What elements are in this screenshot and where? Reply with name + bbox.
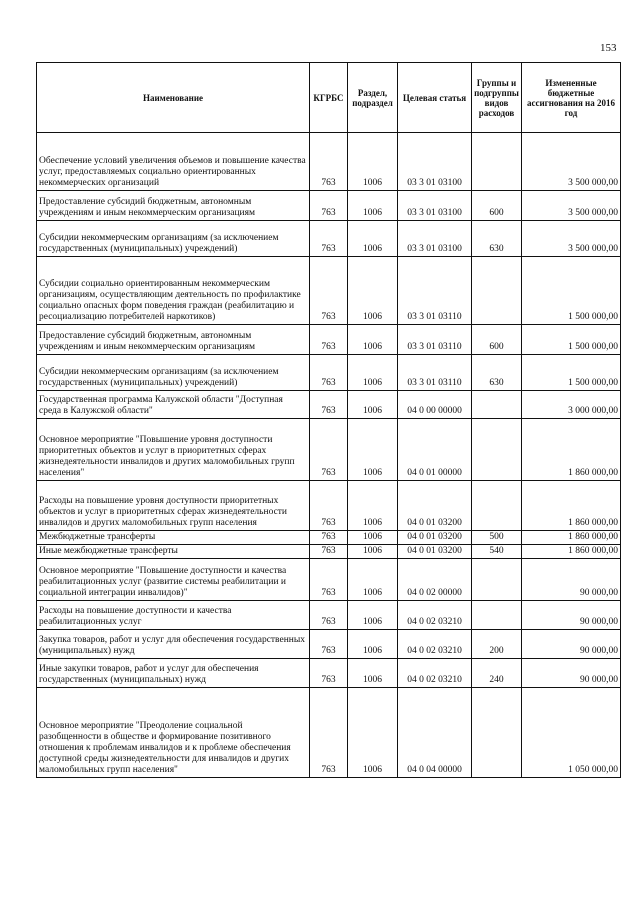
cell-name: Расходы на повышение уровня доступности приоритетных объектов и услуг в приоритетных сферах жизнедеятельности инвалидов и других маломобильных групп населения [37, 481, 310, 531]
cell-name: Субсидии некоммерческим организациям (за исключением государственных (муниципальных) учреждений) [37, 221, 310, 257]
cell-kgrbs: 763 [310, 601, 348, 630]
cell-amount: 3 500 000,00 [522, 133, 621, 191]
cell-group [472, 559, 522, 601]
cell-group: 200 [472, 630, 522, 659]
header-amount: Измененные бюджетные ассигнования на 2016 год [522, 63, 621, 133]
header-kgrbs: КГРБС [310, 63, 348, 133]
cell-section: 1006 [348, 531, 398, 545]
cell-amount: 1 050 000,00 [522, 688, 621, 778]
header-groups: Группы и подгруппы видов расходов [472, 63, 522, 133]
cell-amount: 3 500 000,00 [522, 191, 621, 221]
cell-kgrbs: 763 [310, 391, 348, 419]
header-name: Наименование [37, 63, 310, 133]
cell-kgrbs: 763 [310, 531, 348, 545]
table-row [37, 481, 621, 531]
cell-kgrbs: 763 [310, 630, 348, 659]
table-row [37, 659, 621, 688]
cell-group [472, 391, 522, 419]
cell-name: Субсидии социально ориентированным некоммерческим организациям, осуществляющим деятельность по профилактике социально опасных форм поведения граждан (реабилитацию и ресоциализацию потребителей наркотиков) [37, 257, 310, 325]
cell-name: Иные межбюджетные трансферты [37, 545, 310, 559]
cell-amount: 90 000,00 [522, 630, 621, 659]
cell-name: Иные закупки товаров, работ и услуг для обеспечения государственных (муниципальных) нужд [37, 659, 310, 688]
cell-kgrbs: 763 [310, 419, 348, 481]
cell-section: 1006 [348, 133, 398, 191]
cell-name: Закупка товаров, работ и услуг для обеспечения государственных (муниципальных) нужд [37, 630, 310, 659]
cell-name: Межбюджетные трансферты [37, 531, 310, 545]
cell-group [472, 601, 522, 630]
cell-section: 1006 [348, 688, 398, 778]
cell-amount: 1 500 000,00 [522, 257, 621, 325]
cell-kgrbs: 763 [310, 355, 348, 391]
cell-name: Основное мероприятие "Повышение уровня доступности приоритетных объектов и услуг в приоритетных сферах жизнедеятельности инвалидов и других маломобильных групп населения" [37, 419, 310, 481]
cell-target: 04 0 01 03200 [398, 481, 472, 531]
page-number: 153 [600, 42, 617, 54]
cell-amount: 1 860 000,00 [522, 481, 621, 531]
cell-section: 1006 [348, 601, 398, 630]
cell-target: 04 0 00 00000 [398, 391, 472, 419]
table-row [37, 133, 621, 191]
table-row [37, 391, 621, 419]
cell-kgrbs: 763 [310, 481, 348, 531]
table-row [37, 559, 621, 601]
table-row [37, 531, 621, 545]
cell-amount: 1 860 000,00 [522, 531, 621, 545]
cell-amount: 90 000,00 [522, 601, 621, 630]
cell-section: 1006 [348, 221, 398, 257]
cell-target: 04 0 04 00000 [398, 688, 472, 778]
cell-name: Обеспечение условий увеличения объемов и повышение качества услуг, предоставляемых социально ориентированных некоммерческих организаций [37, 133, 310, 191]
cell-target: 03 3 01 03100 [398, 221, 472, 257]
cell-group: 600 [472, 191, 522, 221]
cell-kgrbs: 763 [310, 191, 348, 221]
cell-target: 04 0 02 03210 [398, 630, 472, 659]
cell-group [472, 257, 522, 325]
table-row [37, 191, 621, 221]
cell-kgrbs: 763 [310, 659, 348, 688]
cell-target: 04 0 01 03200 [398, 531, 472, 545]
cell-amount: 90 000,00 [522, 659, 621, 688]
cell-section: 1006 [348, 559, 398, 601]
cell-target: 04 0 01 03200 [398, 545, 472, 559]
cell-kgrbs: 763 [310, 688, 348, 778]
cell-target: 03 3 01 03100 [398, 133, 472, 191]
cell-name: Основное мероприятие "Повышение доступности и качества реабилитационных услуг (развитие системы реабилитации и социальной интеграции инвалидов)" [37, 559, 310, 601]
table-row [37, 221, 621, 257]
cell-amount: 1 860 000,00 [522, 545, 621, 559]
cell-amount: 90 000,00 [522, 559, 621, 601]
cell-name: Государственная программа Калужской области "Доступная среда в Калужской области" [37, 391, 310, 419]
cell-amount: 1 500 000,00 [522, 355, 621, 391]
cell-target: 04 0 02 03210 [398, 659, 472, 688]
cell-name: Основное мероприятие "Преодоление социальной разобщенности в обществе и формирование позитивного отношения к проблемам инвалидов и к проблеме обеспечения доступной среды жизнедеятельности для инвалидов и других маломобильных групп населения" [37, 688, 310, 778]
cell-section: 1006 [348, 391, 398, 419]
cell-group: 500 [472, 531, 522, 545]
cell-kgrbs: 763 [310, 545, 348, 559]
table-row [37, 630, 621, 659]
cell-target: 04 0 02 00000 [398, 559, 472, 601]
cell-kgrbs: 763 [310, 325, 348, 355]
cell-group: 630 [472, 221, 522, 257]
cell-target: 03 3 01 03110 [398, 325, 472, 355]
cell-section: 1006 [348, 257, 398, 325]
table-row [37, 355, 621, 391]
table-row [37, 545, 621, 559]
cell-section: 1006 [348, 481, 398, 531]
cell-target: 04 0 01 00000 [398, 419, 472, 481]
cell-section: 1006 [348, 325, 398, 355]
cell-section: 1006 [348, 419, 398, 481]
cell-group [472, 133, 522, 191]
cell-group: 630 [472, 355, 522, 391]
cell-name: Расходы на повышение доступности и качества реабилитационных услуг [37, 601, 310, 630]
cell-group: 240 [472, 659, 522, 688]
cell-target: 03 3 01 03110 [398, 355, 472, 391]
cell-group: 600 [472, 325, 522, 355]
cell-group: 540 [472, 545, 522, 559]
cell-group [472, 481, 522, 531]
cell-kgrbs: 763 [310, 221, 348, 257]
cell-section: 1006 [348, 659, 398, 688]
table-row [37, 257, 621, 325]
cell-target: 04 0 02 03210 [398, 601, 472, 630]
header-section: Раздел, подраздел [348, 63, 398, 133]
cell-name: Предоставление субсидий бюджетным, автономным учреждениям и иным некоммерческим организациям [37, 191, 310, 221]
cell-amount: 3 500 000,00 [522, 221, 621, 257]
cell-amount: 1 500 000,00 [522, 325, 621, 355]
cell-section: 1006 [348, 545, 398, 559]
cell-section: 1006 [348, 630, 398, 659]
table-row [37, 419, 621, 481]
cell-name: Предоставление субсидий бюджетным, автономным учреждениям и иным некоммерческим организациям [37, 325, 310, 355]
table-row [37, 688, 621, 778]
table-row [37, 325, 621, 355]
cell-target: 03 3 01 03100 [398, 191, 472, 221]
table-row [37, 601, 621, 630]
cell-section: 1006 [348, 355, 398, 391]
cell-kgrbs: 763 [310, 133, 348, 191]
header-target: Целевая статья [398, 63, 472, 133]
cell-group [472, 419, 522, 481]
cell-section: 1006 [348, 191, 398, 221]
cell-kgrbs: 763 [310, 559, 348, 601]
cell-amount: 1 860 000,00 [522, 419, 621, 481]
budget-table [36, 62, 621, 778]
cell-name: Субсидии некоммерческим организациям (за исключением государственных (муниципальных) учреждений) [37, 355, 310, 391]
table-header-row [37, 63, 621, 133]
cell-kgrbs: 763 [310, 257, 348, 325]
cell-target: 03 3 01 03110 [398, 257, 472, 325]
cell-group [472, 688, 522, 778]
cell-amount: 3 000 000,00 [522, 391, 621, 419]
